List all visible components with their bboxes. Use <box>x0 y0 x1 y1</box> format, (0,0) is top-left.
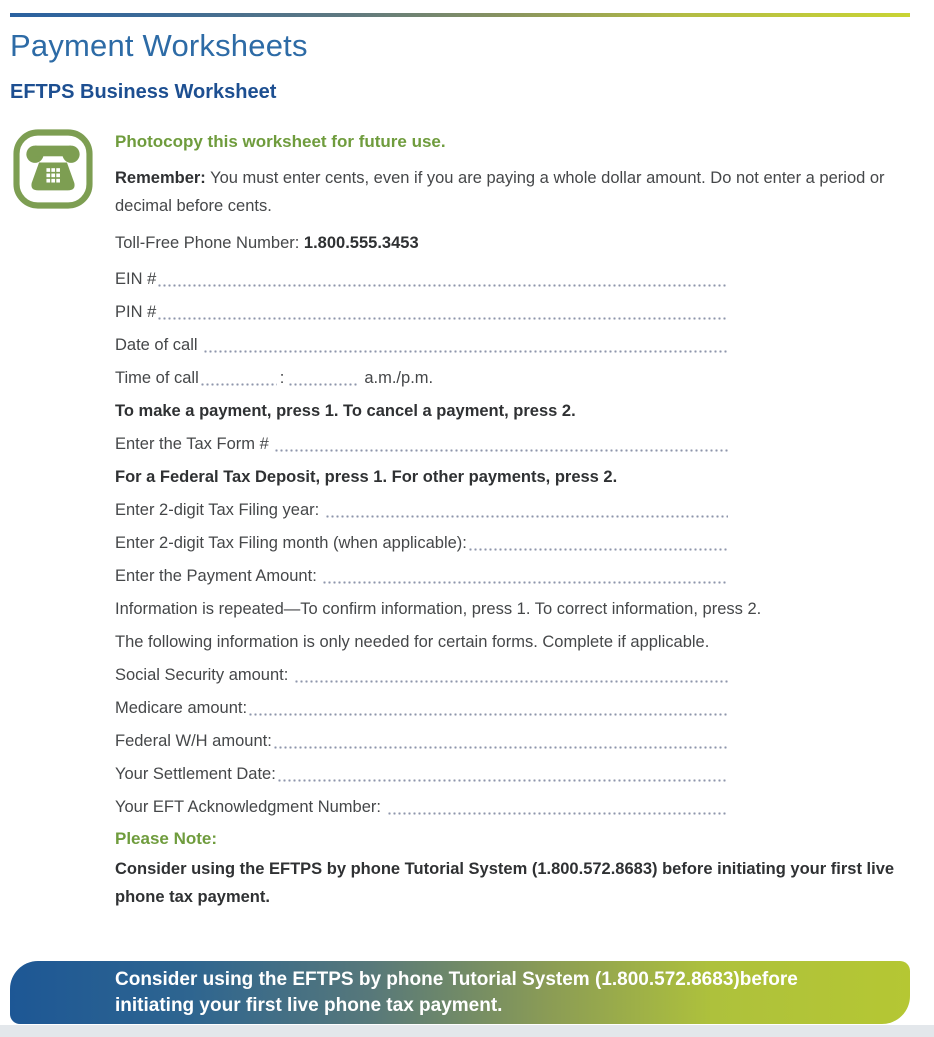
dotted-fill-in-line <box>247 705 728 719</box>
toll-free-number: 1.800.555.3453 <box>303 234 419 252</box>
field-row <box>115 334 728 356</box>
field-row <box>115 565 728 587</box>
instruction-line: For a Federal Tax Deposit, press 1. For other payments, press 2. <box>115 468 618 486</box>
dotted-fill-in-line <box>156 276 728 290</box>
dotted-fill-in-line <box>321 573 728 587</box>
field-row <box>115 499 728 521</box>
time-field-row <box>115 367 934 389</box>
info-line: Information is repeated—To confirm information, press 1. To correct information, press 2. <box>115 600 762 618</box>
field-row <box>115 796 728 818</box>
field-row <box>115 433 728 455</box>
dotted-fill-in-line <box>272 738 728 752</box>
info-line: The following information is only needed for certain forms. Complete if applicable. <box>115 633 710 651</box>
please-note-label: Please Note: <box>115 829 218 848</box>
field-label: EIN # <box>115 270 157 288</box>
dotted-fill-in-line <box>273 441 728 455</box>
icon-column <box>0 128 115 911</box>
ampm-label: a.m./p.m. <box>364 369 434 387</box>
field-label: Enter 2-digit Tax Filing year: <box>115 501 324 519</box>
dotted-fill-in-line <box>287 375 357 389</box>
field-label: PIN # <box>115 303 157 321</box>
field-row <box>115 763 728 785</box>
instruction-line: To make a payment, press 1. To cancel a payment, press 2. <box>115 402 576 420</box>
toll-free-line <box>115 232 934 254</box>
dotted-fill-in-line <box>202 342 728 356</box>
remember-text: You must enter cents, even if you are paying a whole dollar amount. Do not enter a period or decimal before cents. <box>115 169 885 215</box>
dotted-fill-in-line <box>276 771 728 785</box>
remember-label: Remember: <box>115 169 206 187</box>
banner-text: Consider using the EFTPS by phone Tutorial System (1.800.572.8683)before initiating your first live phone tax payment. <box>115 968 798 1016</box>
gradient-rule <box>10 13 910 17</box>
worksheet-content <box>0 128 934 911</box>
field-row <box>115 268 728 290</box>
field-label: Enter the Payment Amount: <box>115 567 322 585</box>
field-row <box>115 301 728 323</box>
dotted-fill-in-line <box>386 804 728 818</box>
time-separator: : <box>279 369 285 387</box>
dotted-fill-in-line <box>324 507 728 521</box>
field-label: Enter the Tax Form # <box>115 435 274 453</box>
field-label: Federal W/H amount: <box>115 732 272 750</box>
footer-banner <box>10 961 910 1024</box>
page-title: Payment Worksheets <box>10 28 308 63</box>
field-label: Medicare amount: <box>115 699 248 717</box>
field-label: Your EFT Acknowledgment Number: <box>115 798 386 816</box>
field-row <box>115 730 728 752</box>
worksheet-lines <box>115 268 934 818</box>
photocopy-note: Photocopy this worksheet for future use. <box>115 132 446 151</box>
worksheet-body <box>115 128 934 911</box>
footer-strip <box>0 1025 934 1037</box>
phone-icon <box>12 128 94 210</box>
toll-free-label: Toll-Free Phone Number: <box>115 234 300 252</box>
field-label: Social Security amount: <box>115 666 293 684</box>
field-label: Enter 2-digit Tax Filing month (when applicable): <box>115 534 467 552</box>
dotted-fill-in-line <box>156 309 728 323</box>
field-label: Your Settlement Date: <box>115 765 276 783</box>
field-label: Date of call <box>115 336 203 354</box>
field-row <box>115 664 728 686</box>
dotted-fill-in-line <box>467 540 728 554</box>
dotted-fill-in-line <box>199 375 277 389</box>
field-row <box>115 532 728 554</box>
section-subtitle: EFTPS Business Worksheet <box>10 81 277 103</box>
please-note-text: Consider using the EFTPS by phone Tutorial System (1.800.572.8683) before initiating your first live phone tax payment. <box>115 860 895 906</box>
field-label: Time of call <box>115 369 199 387</box>
field-row <box>115 697 728 719</box>
remember-note <box>115 164 894 220</box>
dotted-fill-in-line <box>293 672 728 686</box>
worksheet-page <box>0 13 934 1016</box>
